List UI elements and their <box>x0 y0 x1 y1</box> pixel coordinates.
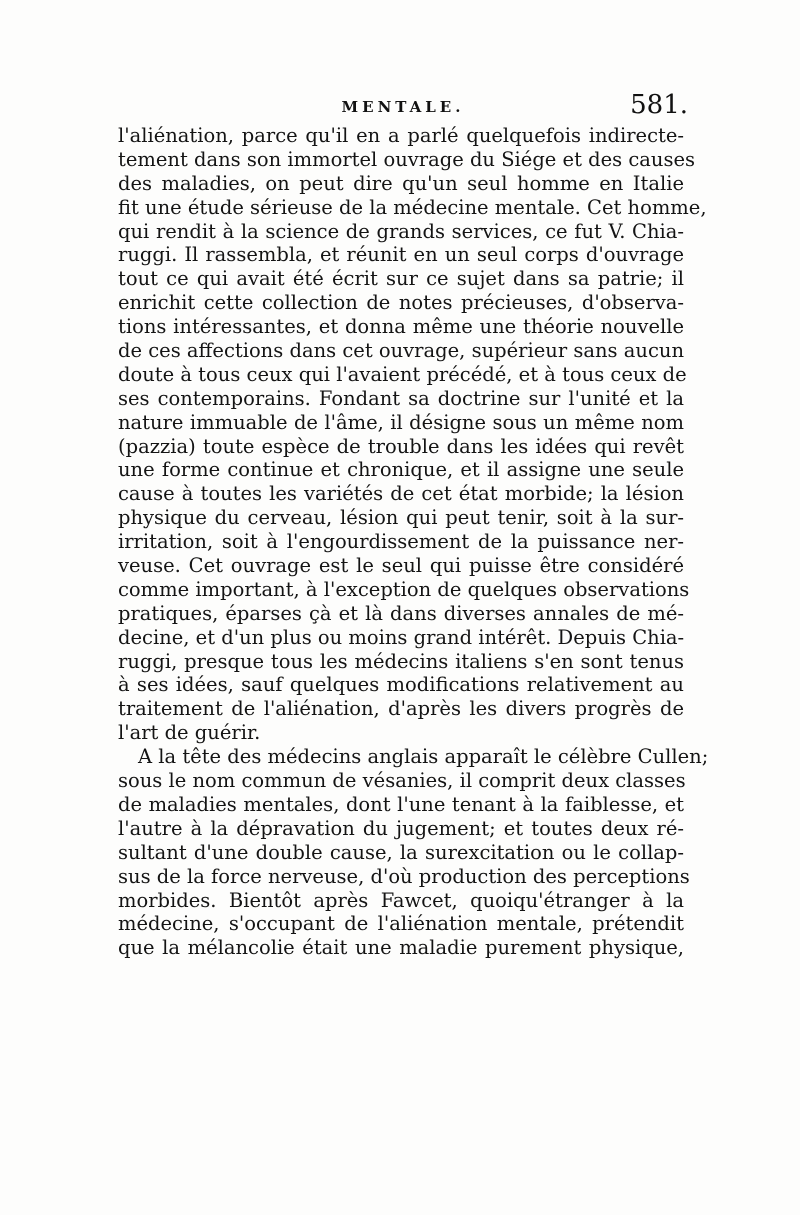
text-line: (pazzia) toute espèce de trouble dans les idées qui revêt <box>118 434 684 458</box>
text-line: des maladies, on peut dire qu'un seul homme en Italie <box>118 171 684 195</box>
text-line: morbides. Bientôt après Fawcet, quoiqu'étranger à la <box>118 888 684 912</box>
text-line: decine, et d'un plus ou moins grand intérêt. Depuis Chia- <box>118 625 685 649</box>
text-line: l'aliénation, parce qu'il en a parlé quelquefois indirecte- <box>118 124 684 147</box>
text-line: ruggi. Il rassembla, et réunit en un seul corps d'ouvrage <box>118 243 684 267</box>
text-line: sus de la force nerveuse, d'où production des perceptions <box>118 864 690 888</box>
text-line: enrichit cette collection de notes précieuses, d'observa- <box>118 291 684 315</box>
text-line: sous le nom commun de vésanies, il comprit deux classes <box>118 769 686 793</box>
body-text <box>118 124 709 960</box>
text-line: l'autre à la dépravation du jugement; et toutes deux ré- <box>118 816 684 840</box>
text-line: tions intéressantes, et donna même une théorie nouvelle <box>118 315 684 339</box>
running-head <box>118 86 688 126</box>
text-line: comme important, à l'exception de quelques observations <box>118 577 690 601</box>
text-line: sultant d'une double cause, la surexcitation ou le collap- <box>118 840 684 864</box>
text-line: nature immuable de l'âme, il désigne sous un même nom <box>118 410 684 434</box>
text-line: de maladies mentales, dont l'une tenant à la faiblesse, et <box>118 792 684 816</box>
text-line: fit une étude sérieuse de la médecine mentale. Cet homme, <box>118 195 707 219</box>
text-line: tout ce qui avait été écrit sur ce sujet dans sa patrie; il <box>118 267 684 291</box>
text-line: traitement de l'aliénation, d'après les divers progrès de <box>118 697 684 721</box>
text-line: de ces affections dans cet ouvrage, supérieur sans aucun <box>118 339 684 363</box>
text-line: veuse. Cet ouvrage est le seul qui puisse être considéré <box>118 554 684 578</box>
text-line: ruggi, presque tous les médecins italiens s'en sont tenus <box>118 649 684 673</box>
text-line: pratiques, éparses çà et là dans diverses annales de mé- <box>118 601 684 625</box>
text-line: une forme continue et chronique, et il assigne une seule <box>118 458 684 482</box>
text-line: cause à toutes les variétés de cet état morbide; la lésion <box>118 482 684 506</box>
running-title: MENTALE. <box>341 98 465 116</box>
text-line: qui rendit à la science de grands services, ce fut V. Chia- <box>118 219 684 243</box>
paragraph-end-line: l'art de guérir. <box>118 721 261 745</box>
paragraph-start-line: A la tête des médecins anglais apparaît le célèbre Cullen; <box>138 745 709 769</box>
text-line: ses contemporains. Fondant sa doctrine sur l'unité et la <box>118 386 684 410</box>
text-line: médecine, s'occupant de l'aliénation mentale, prétendit <box>118 912 684 936</box>
text-line: que la mélancolie était une maladie purement physique, <box>118 936 684 960</box>
text-line: à ses idées, sauf quelques modifications relativement au <box>118 673 684 697</box>
text-line: irritation, soit à l'engourdissement de la puissance ner- <box>118 530 684 554</box>
page-number: 581. <box>630 90 688 120</box>
text-line: tement dans son immortel ouvrage du Siége et des causes <box>118 147 696 171</box>
text-line: physique du cerveau, lésion qui peut tenir, soit à la sur- <box>118 506 684 530</box>
text-line: doute à tous ceux qui l'avaient précédé, et à tous ceux de <box>118 362 687 386</box>
